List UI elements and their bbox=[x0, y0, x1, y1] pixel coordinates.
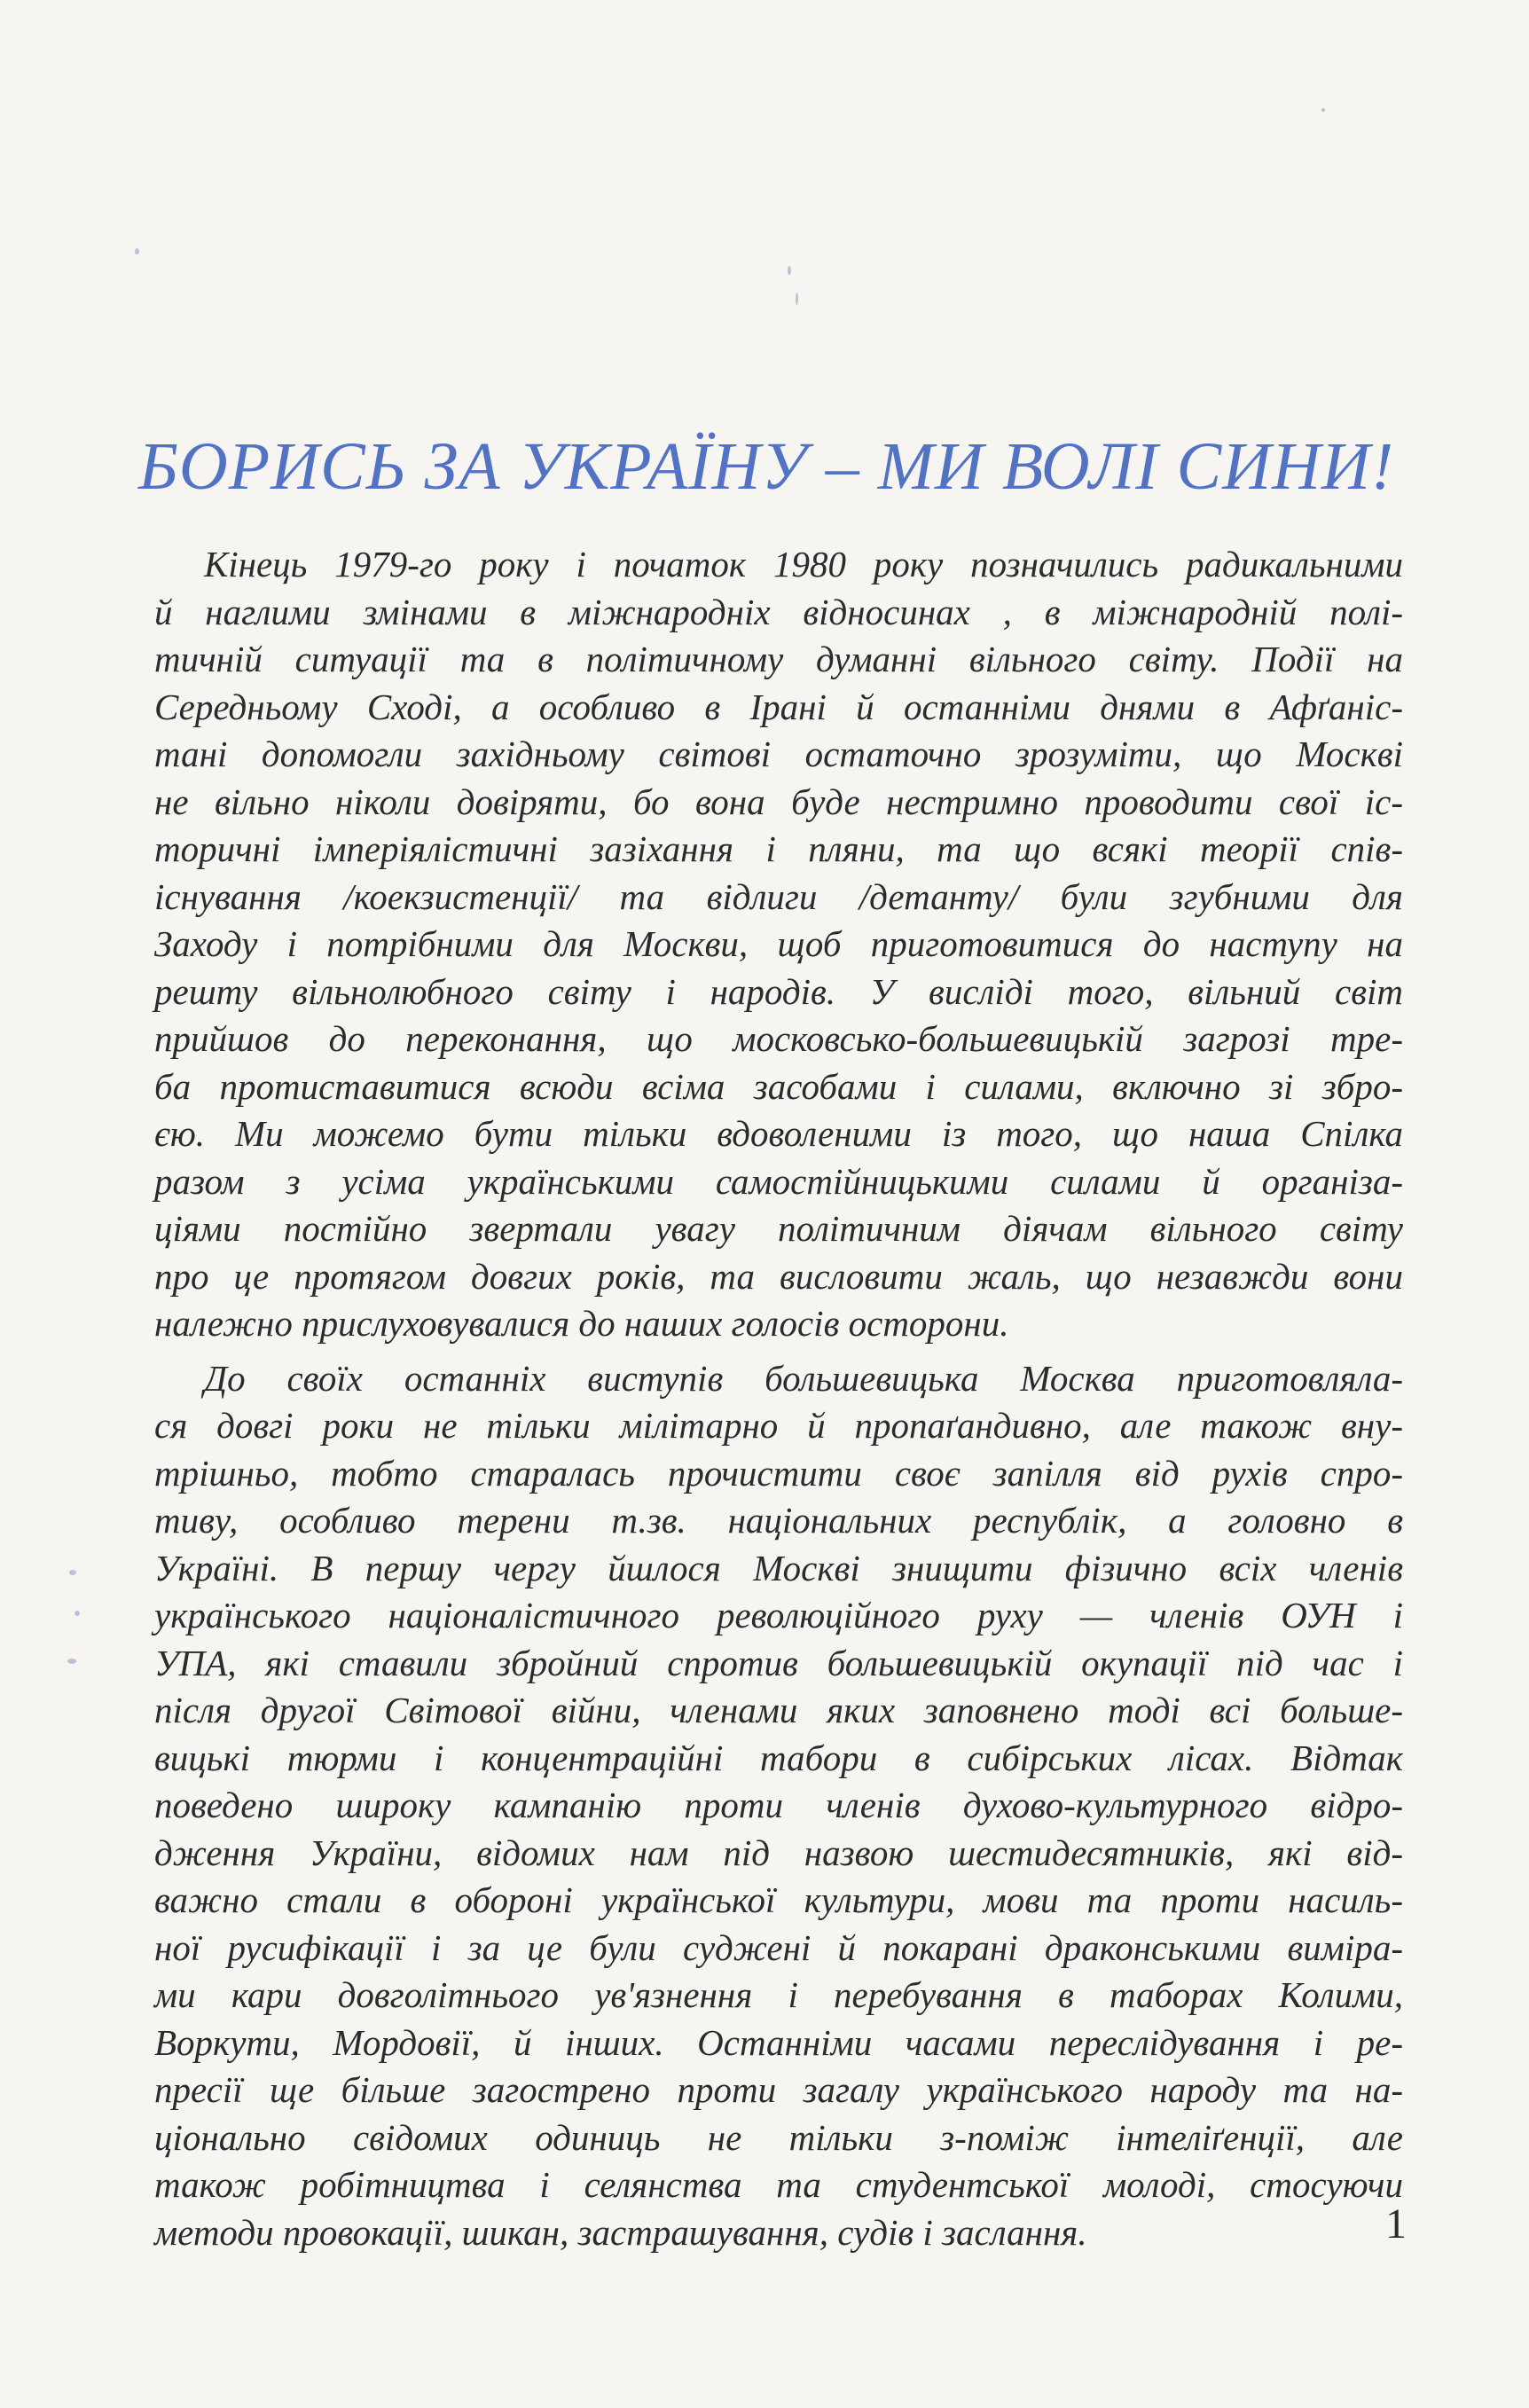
text-line: не вільно ніколи довіряти, бо вона буде нестримно проводити свої іс- bbox=[154, 780, 1403, 822]
text-line: й наглими змінами в міжнародніх відносинах , в міжнародній полі- bbox=[154, 591, 1403, 632]
text-line: Заходу і потрібними для Москви, щоб приготовитися до наступу на bbox=[154, 923, 1403, 964]
text-line: ся довгі роки не тільки мілітарно й пропаґандивно, але також вну- bbox=[154, 1405, 1403, 1446]
text-line: торичні імперіялістичні зазіхання і пляни, та що всякі теорії спів- bbox=[154, 828, 1403, 869]
text-line: Кінець 1979-го року і початок 1980 року позначились радикальними bbox=[204, 544, 1403, 584]
text-line: Середньому Сході, а особливо в Ірані й останніми днями в Афґаніс- bbox=[154, 686, 1403, 727]
text-line: тані допомогли західньому світові остаточно зрозуміти, що Москві bbox=[154, 733, 1403, 774]
text-line: єю. Ми можемо бути тільки вдоволеними із того, що наша Спілка bbox=[154, 1113, 1403, 1154]
page-number: 1 bbox=[1385, 2200, 1407, 2247]
paragraph-2 bbox=[154, 1355, 1403, 2257]
paper-speck bbox=[796, 293, 798, 305]
paper-speck bbox=[69, 1570, 76, 1575]
text-line: тичній ситуації та в політичному думанні вільного світу. Події на bbox=[154, 639, 1403, 679]
text-line: важно стали в обороні української культури, мови та проти насиль- bbox=[154, 1879, 1403, 1920]
text-line: Воркути, Мордовії, й інших. Останніми часами переслідування і ре- bbox=[154, 2021, 1403, 2063]
page-title: БОРИСЬ ЗА УКРАЇНУ – МИ ВОЛІ СИНИ! bbox=[138, 429, 1395, 504]
text-line: українського націоналістичного революційного руху — членів ОУН і bbox=[154, 1595, 1403, 1635]
text-line: ба протиставитися всюди всіма засобами і силами, включно зі збро- bbox=[154, 1065, 1403, 1107]
paper-speck bbox=[67, 1659, 76, 1664]
text-line: належно прислуховувалися до наших голосів осторони. bbox=[154, 1303, 1009, 1344]
text-line: ціонально свідомих одиниць не тільки з-поміж інтеліґенції, але bbox=[154, 2116, 1403, 2158]
text-line: УПА, які ставили збройний спротив большевицькій окупації під час і bbox=[154, 1642, 1403, 1683]
text-line: ної русифікації і за це були суджені й покарані драконськими виміра- bbox=[154, 1926, 1403, 1968]
text-line: поведено широку кампанію проти членів духово-культурного відро- bbox=[154, 1784, 1403, 1825]
text-line: До своїх останніх виступів большевицька Москва приготовляла- bbox=[204, 1357, 1403, 1399]
text-line: вицькі тюрми і концентраційні табори в сибірських лісах. Відтак bbox=[154, 1737, 1403, 1778]
paper-speck bbox=[1321, 108, 1325, 112]
text-line: методи провокації, шикан, застрашування, судів і заслання. bbox=[154, 2211, 1087, 2253]
paper-speck bbox=[74, 1611, 80, 1616]
paragraph-gap bbox=[154, 1348, 1403, 1355]
text-line: ми кари довголітнього ув'язнення і перебування в таборах Колими, bbox=[154, 1974, 1403, 2015]
paper-speck bbox=[135, 248, 139, 255]
text-line: Україні. В першу чергу йшлося Москві знищити фізично всіх членів bbox=[154, 1547, 1403, 1588]
text-line: разом з усіма українськими самостійницькими силами й організа- bbox=[154, 1160, 1403, 1202]
text-line: ціями постійно звертали увагу політичним діячам вільного світу bbox=[154, 1208, 1403, 1249]
text-line: трішньо, тобто старалась прочистити своє запілля від рухів спро- bbox=[154, 1452, 1403, 1494]
text-line: про це протягом довгих років, та висловити жаль, що незавжди вони bbox=[154, 1255, 1403, 1297]
text-line: дження України, відомих нам під назвою шестидесятників, які від- bbox=[154, 1831, 1403, 1873]
text-line: існування /коекзистенції/ та відлиги /детанту/ були згубними для bbox=[154, 875, 1403, 917]
text-line: також робітництва і селянства та студентської молоді, стосуючи bbox=[154, 2164, 1403, 2205]
text-line: тиву, особливо терени т.зв. національних республік, а головно в bbox=[154, 1500, 1403, 1541]
paragraph-1 bbox=[154, 541, 1403, 1348]
text-line: прийшов до переконання, що московсько-большевицькій загрозі тре- bbox=[154, 1018, 1403, 1059]
body-text bbox=[154, 541, 1403, 2256]
text-line: пресії ще більше загострено проти загалу українського народу та на- bbox=[154, 2069, 1403, 2110]
text-line: після другої Світової війни, членами яких заповнено тоді всі больше- bbox=[154, 1690, 1403, 1730]
text-line: решту вільнолюбного світу і народів. У висліді того, вільний світ bbox=[154, 970, 1403, 1012]
paper-speck bbox=[788, 266, 791, 275]
